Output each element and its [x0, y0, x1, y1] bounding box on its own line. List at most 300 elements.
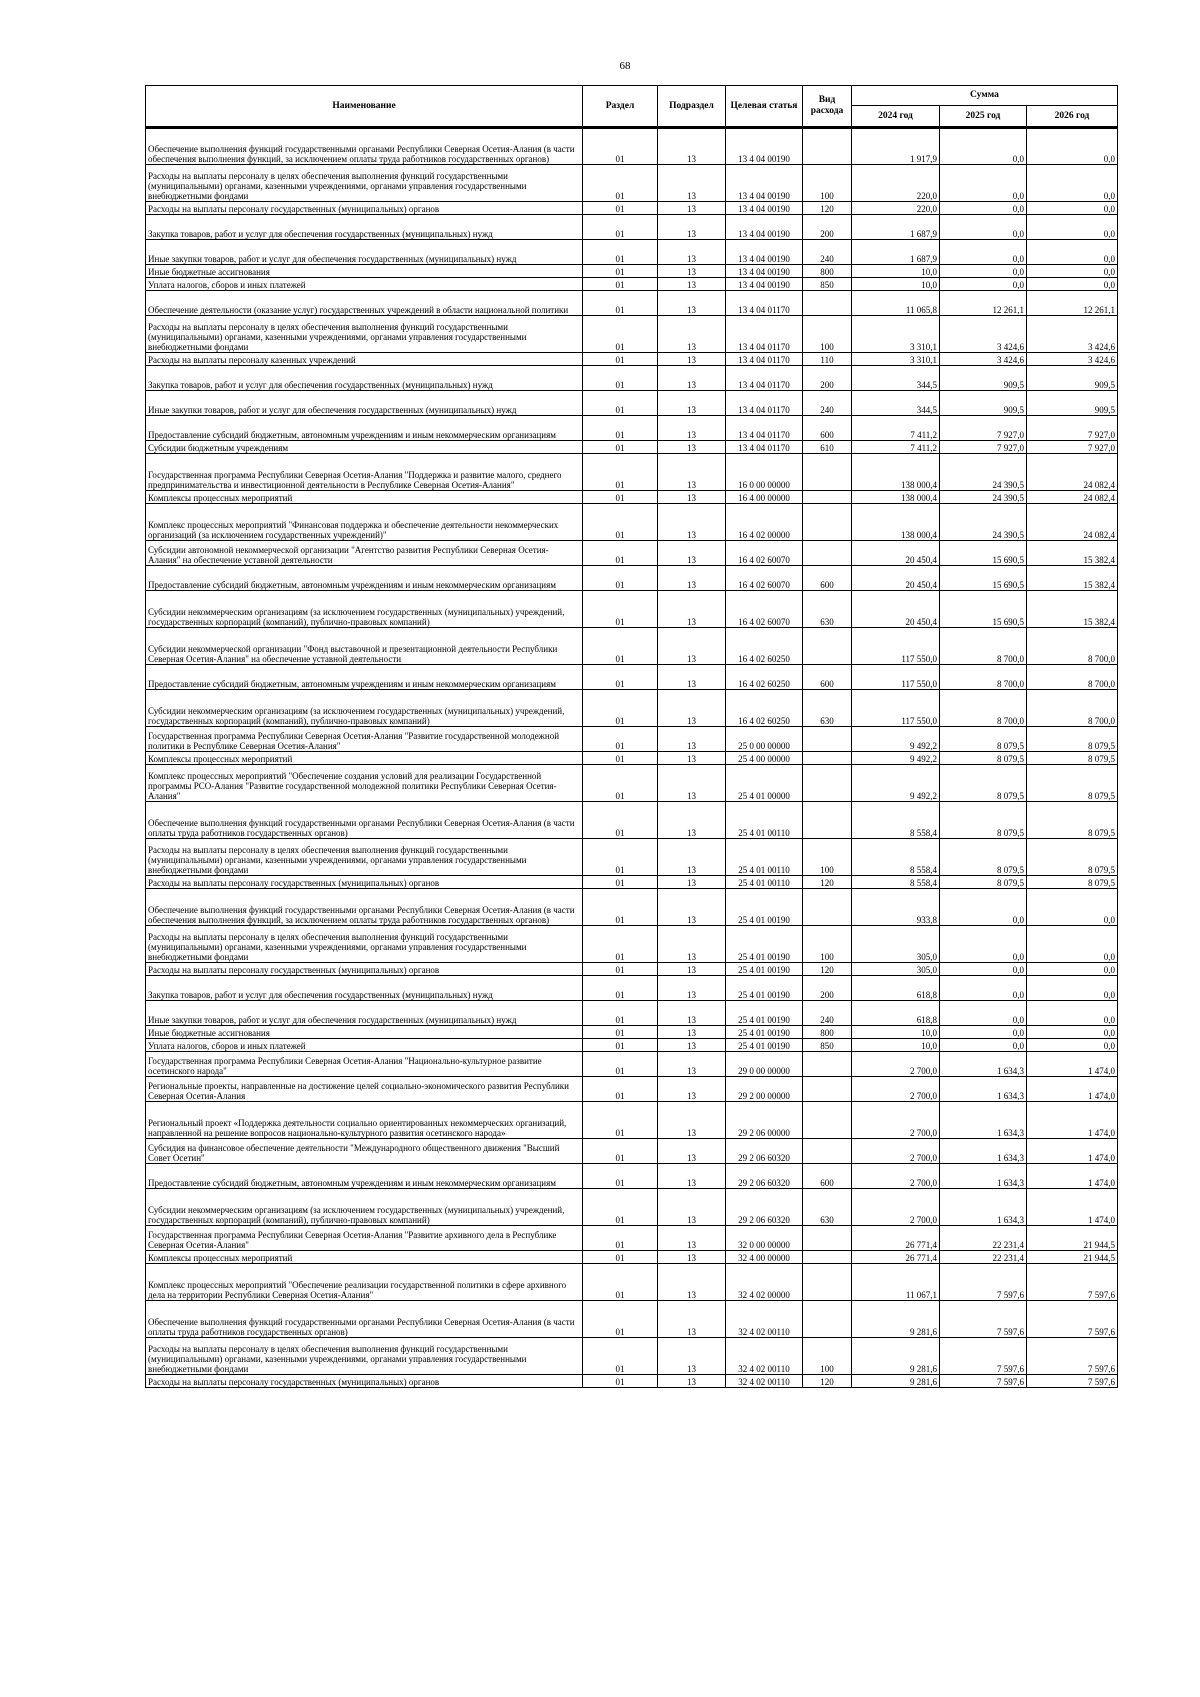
row-sum-2024: 20 450,4 — [852, 591, 940, 628]
row-sum-2025: 8 079,5 — [940, 839, 1027, 876]
row-target-article: 25 4 01 00110 — [726, 802, 803, 839]
table-row — [146, 591, 1118, 628]
row-sum-2025: 3 424,6 — [940, 316, 1027, 353]
row-section: 01 — [583, 1164, 658, 1189]
row-subsection: 13 — [658, 1039, 726, 1052]
row-subsection: 13 — [658, 591, 726, 628]
row-expense-type: 610 — [803, 441, 852, 454]
row-sum-2024: 11 065,8 — [852, 291, 940, 316]
row-sum-2024: 10,0 — [852, 1026, 940, 1039]
row-sum-2026: 1 474,0 — [1027, 1077, 1118, 1102]
row-target-article: 16 4 00 00000 — [726, 491, 803, 504]
table-row — [146, 1226, 1118, 1251]
row-sum-2026: 1 474,0 — [1027, 1189, 1118, 1226]
row-sum-2025: 1 634,3 — [940, 1102, 1027, 1139]
row-sum-2024: 933,8 — [852, 889, 940, 926]
row-section: 01 — [583, 963, 658, 976]
row-target-article: 16 4 02 60250 — [726, 628, 803, 665]
row-sum-2024: 10,0 — [852, 278, 940, 291]
row-subsection: 13 — [658, 441, 726, 454]
row-sum-2026: 24 082,4 — [1027, 491, 1118, 504]
row-section: 01 — [583, 366, 658, 391]
row-subsection: 13 — [658, 1189, 726, 1226]
row-name: Расходы на выплаты персоналу государственных (муниципальных) органов — [146, 876, 583, 889]
row-name: Закупка товаров, работ и услуг для обеспечения государственных (муниципальных) нужд — [146, 215, 583, 240]
row-subsection: 13 — [658, 391, 726, 416]
row-section: 01 — [583, 1251, 658, 1264]
row-name: Субсидии автономной некоммерческой организации "Агентство развития Республики Северная Осетия-Алания" на обеспечение уставной деятельности — [146, 541, 583, 566]
row-sum-2026: 12 261,1 — [1027, 291, 1118, 316]
row-subsection: 13 — [658, 690, 726, 727]
row-sum-2024: 9 281,6 — [852, 1301, 940, 1338]
row-sum-2024: 2 700,0 — [852, 1077, 940, 1102]
row-sum-2025: 0,0 — [940, 1001, 1027, 1026]
row-sum-2025: 0,0 — [940, 215, 1027, 240]
row-section: 01 — [583, 976, 658, 1001]
row-sum-2026: 8 079,5 — [1027, 876, 1118, 889]
row-expense-type: 630 — [803, 690, 852, 727]
row-target-article: 29 0 00 00000 — [726, 1052, 803, 1077]
row-target-article: 29 2 06 60320 — [726, 1139, 803, 1164]
row-name: Расходы на выплаты персоналу в целях обеспечения выполнения функций государственными (муниципальными) органами, казенными учреждениями, органами управления государственными внебюджетными фондами — [146, 1338, 583, 1375]
row-section: 01 — [583, 441, 658, 454]
row-sum-2024: 8 558,4 — [852, 876, 940, 889]
row-sum-2026: 909,5 — [1027, 366, 1118, 391]
row-name: Государственная программа Республики Северная Осетия-Алания "Поддержка и развитие малого, среднего предпринимательства и инвестиционной деятельности в Республике Северная Осетия-Алания" — [146, 454, 583, 491]
row-subsection: 13 — [658, 291, 726, 316]
row-name: Государственная программа Республики Северная Осетия-Алания "Национально-культурное развитие осетинского народа" — [146, 1052, 583, 1077]
row-name: Субсидия на финансовое обеспечение деятельности "Международного общественного движения "Высший Совет Осетин" — [146, 1139, 583, 1164]
row-name: Обеспечение выполнения функций государственными органами Республики Северная Осетия-Алания (в части обеспечения выполнения функций, за исключением оплаты труда работников государственных органов) — [146, 128, 583, 165]
row-sum-2024: 26 771,4 — [852, 1226, 940, 1251]
row-sum-2026: 3 424,6 — [1027, 353, 1118, 366]
table-row — [146, 1189, 1118, 1226]
row-name: Субсидии некоммерческим организациям (за исключением государственных (муниципальных) учреждений, государственных корпораций (компаний), публично-правовых компаний) — [146, 1189, 583, 1226]
row-subsection: 13 — [658, 215, 726, 240]
row-expense-type: 120 — [803, 963, 852, 976]
row-section: 01 — [583, 566, 658, 591]
row-name: Расходы на выплаты персоналу в целях обеспечения выполнения функций государственными (муниципальными) органами, казенными учреждениями, органами управления государственными внебюджетными фондами — [146, 839, 583, 876]
row-section: 01 — [583, 215, 658, 240]
row-name: Обеспечение выполнения функций государственными органами Республики Северная Осетия-Алания (в части оплаты труда работников государственных органов) — [146, 1301, 583, 1338]
row-subsection: 13 — [658, 454, 726, 491]
row-subsection: 13 — [658, 926, 726, 963]
row-section: 01 — [583, 1039, 658, 1052]
row-name: Государственная программа Республики Северная Осетия-Алания "Развитие архивного дела в Республике Северная Осетия-Алания" — [146, 1226, 583, 1251]
row-sum-2024: 10,0 — [852, 1039, 940, 1052]
row-sum-2026: 24 082,4 — [1027, 504, 1118, 541]
row-sum-2026: 8 079,5 — [1027, 727, 1118, 752]
table-row — [146, 265, 1118, 278]
row-sum-2026: 7 597,6 — [1027, 1338, 1118, 1375]
row-subsection: 13 — [658, 128, 726, 165]
row-expense-type — [803, 541, 852, 566]
row-name: Предоставление субсидий бюджетным, автономным учреждениям и иным некоммерческим организациям — [146, 416, 583, 441]
table-row — [146, 889, 1118, 926]
row-subsection: 13 — [658, 353, 726, 366]
table-row — [146, 1052, 1118, 1077]
row-sum-2026: 8 079,5 — [1027, 839, 1118, 876]
row-sum-2025: 0,0 — [940, 278, 1027, 291]
row-sum-2024: 2 700,0 — [852, 1139, 940, 1164]
row-subsection: 13 — [658, 963, 726, 976]
row-expense-type: 240 — [803, 1001, 852, 1026]
row-expense-type: 600 — [803, 665, 852, 690]
row-target-article: 25 4 01 00110 — [726, 839, 803, 876]
row-expense-type: 850 — [803, 1039, 852, 1052]
row-sum-2025: 7 597,6 — [940, 1338, 1027, 1375]
row-sum-2025: 0,0 — [940, 128, 1027, 165]
row-name: Комплекс процессных мероприятий "Финансовая поддержка и обеспечение деятельности некоммерческих организаций (за исключением государственных учреждений)" — [146, 504, 583, 541]
row-sum-2025: 0,0 — [940, 240, 1027, 265]
row-expense-type: 100 — [803, 165, 852, 202]
table-row — [146, 1251, 1118, 1264]
row-name: Предоставление субсидий бюджетным, автономным учреждениям и иным некоммерческим организациям — [146, 1164, 583, 1189]
row-sum-2024: 618,8 — [852, 1001, 940, 1026]
row-sum-2026: 0,0 — [1027, 215, 1118, 240]
row-sum-2025: 0,0 — [940, 1026, 1027, 1039]
row-name: Расходы на выплаты персоналу в целях обеспечения выполнения функций государственными (муниципальными) органами, казенными учреждениями, органами управления государственными внебюджетными фондами — [146, 165, 583, 202]
table-row — [146, 391, 1118, 416]
table-row — [146, 1164, 1118, 1189]
row-subsection: 13 — [658, 491, 726, 504]
row-sum-2025: 24 390,5 — [940, 491, 1027, 504]
row-expense-type: 100 — [803, 316, 852, 353]
row-sum-2025: 22 231,4 — [940, 1251, 1027, 1264]
row-sum-2024: 220,0 — [852, 165, 940, 202]
table-row — [146, 353, 1118, 366]
row-target-article: 32 0 00 00000 — [726, 1226, 803, 1251]
row-name: Обеспечение деятельности (оказание услуг) государственных учреждений в области национальной политики — [146, 291, 583, 316]
row-expense-type — [803, 1077, 852, 1102]
table-row — [146, 1001, 1118, 1026]
row-sum-2024: 344,5 — [852, 366, 940, 391]
row-sum-2025: 0,0 — [940, 926, 1027, 963]
row-expense-type — [803, 1102, 852, 1139]
row-subsection: 13 — [658, 1164, 726, 1189]
row-sum-2026: 0,0 — [1027, 202, 1118, 215]
row-sum-2024: 344,5 — [852, 391, 940, 416]
row-sum-2024: 305,0 — [852, 963, 940, 976]
row-sum-2024: 7 411,2 — [852, 416, 940, 441]
row-target-article: 16 4 02 60250 — [726, 690, 803, 727]
row-sum-2024: 9 492,2 — [852, 765, 940, 802]
row-expense-type: 240 — [803, 240, 852, 265]
page-number: 68 — [619, 60, 631, 72]
table-row — [146, 1301, 1118, 1338]
row-target-article: 13 4 04 01170 — [726, 353, 803, 366]
row-subsection: 13 — [658, 976, 726, 1001]
row-target-article: 13 4 04 00190 — [726, 215, 803, 240]
row-subsection: 13 — [658, 752, 726, 765]
row-subsection: 13 — [658, 240, 726, 265]
row-sum-2026: 3 424,6 — [1027, 316, 1118, 353]
row-expense-type — [803, 628, 852, 665]
row-section: 01 — [583, 1226, 658, 1251]
row-name: Предоставление субсидий бюджетным, автономным учреждениям и иным некоммерческим организациям — [146, 665, 583, 690]
row-sum-2025: 8 079,5 — [940, 727, 1027, 752]
row-sum-2025: 15 690,5 — [940, 591, 1027, 628]
row-sum-2025: 0,0 — [940, 202, 1027, 215]
row-sum-2026: 0,0 — [1027, 240, 1118, 265]
row-name: Уплата налогов, сборов и иных платежей — [146, 278, 583, 291]
row-section: 01 — [583, 591, 658, 628]
row-target-article: 32 4 00 00000 — [726, 1251, 803, 1264]
row-section: 01 — [583, 665, 658, 690]
table-row — [146, 541, 1118, 566]
table-header — [146, 86, 1118, 128]
row-name: Предоставление субсидий бюджетным, автономным учреждениям и иным некоммерческим организациям — [146, 566, 583, 591]
row-sum-2024: 1 917,9 — [852, 128, 940, 165]
row-subsection: 13 — [658, 1052, 726, 1077]
row-expense-type: 240 — [803, 391, 852, 416]
row-target-article: 13 4 04 01170 — [726, 316, 803, 353]
row-sum-2024: 3 310,1 — [852, 316, 940, 353]
row-subsection: 13 — [658, 316, 726, 353]
row-expense-type: 600 — [803, 566, 852, 591]
row-section: 01 — [583, 291, 658, 316]
row-sum-2024: 1 687,9 — [852, 240, 940, 265]
row-target-article: 13 4 04 01170 — [726, 391, 803, 416]
row-sum-2025: 1 634,3 — [940, 1139, 1027, 1164]
row-expense-type: 200 — [803, 976, 852, 1001]
row-section: 01 — [583, 1052, 658, 1077]
table-row — [146, 128, 1118, 165]
row-sum-2025: 12 261,1 — [940, 291, 1027, 316]
row-section: 01 — [583, 926, 658, 963]
row-target-article: 13 4 04 01170 — [726, 366, 803, 391]
row-expense-type: 100 — [803, 926, 852, 963]
row-sum-2025: 7 597,6 — [940, 1375, 1027, 1388]
row-sum-2026: 0,0 — [1027, 128, 1118, 165]
row-target-article: 29 2 06 60320 — [726, 1189, 803, 1226]
row-name: Уплата налогов, сборов и иных платежей — [146, 1039, 583, 1052]
table-row — [146, 752, 1118, 765]
row-name: Иные бюджетные ассигнования — [146, 265, 583, 278]
row-sum-2024: 7 411,2 — [852, 441, 940, 454]
row-name: Комплекс процессных мероприятий "Обеспечение создания условий для реализации Государственной программы РСО-Алания "Развитие государственной молодежной политики Республики Северная Осетия-Алания" — [146, 765, 583, 802]
row-subsection: 13 — [658, 566, 726, 591]
table-row — [146, 1338, 1118, 1375]
table-row — [146, 441, 1118, 454]
row-sum-2026: 1 474,0 — [1027, 1102, 1118, 1139]
row-target-article: 25 4 01 00190 — [726, 1001, 803, 1026]
row-sum-2024: 11 067,1 — [852, 1264, 940, 1301]
row-section: 01 — [583, 165, 658, 202]
row-expense-type — [803, 802, 852, 839]
row-sum-2025: 0,0 — [940, 1039, 1027, 1052]
table-row — [146, 665, 1118, 690]
row-sum-2024: 618,8 — [852, 976, 940, 1001]
table-row — [146, 416, 1118, 441]
budget-table — [145, 85, 1118, 1388]
row-target-article: 25 4 01 00190 — [726, 963, 803, 976]
row-sum-2025: 8 079,5 — [940, 765, 1027, 802]
row-sum-2024: 2 700,0 — [852, 1052, 940, 1077]
row-section: 01 — [583, 454, 658, 491]
row-subsection: 13 — [658, 1139, 726, 1164]
row-target-article: 13 4 04 00190 — [726, 278, 803, 291]
header-year-2025: 2025 год — [940, 106, 1027, 128]
row-sum-2024: 9 492,2 — [852, 752, 940, 765]
row-sum-2026: 7 927,0 — [1027, 441, 1118, 454]
header-expense-type: Вид расхода — [803, 86, 852, 128]
row-target-article: 25 4 01 00190 — [726, 1039, 803, 1052]
row-sum-2025: 1 634,3 — [940, 1164, 1027, 1189]
row-sum-2025: 8 700,0 — [940, 665, 1027, 690]
row-sum-2026: 8 700,0 — [1027, 690, 1118, 727]
row-sum-2025: 909,5 — [940, 391, 1027, 416]
row-target-article: 32 4 02 00000 — [726, 1264, 803, 1301]
row-subsection: 13 — [658, 1226, 726, 1251]
row-expense-type — [803, 727, 852, 752]
row-subsection: 13 — [658, 1264, 726, 1301]
row-sum-2024: 26 771,4 — [852, 1251, 940, 1264]
table-row — [146, 839, 1118, 876]
row-expense-type: 200 — [803, 366, 852, 391]
row-target-article: 13 4 04 00190 — [726, 165, 803, 202]
table-row — [146, 1264, 1118, 1301]
row-sum-2026: 24 082,4 — [1027, 454, 1118, 491]
row-section: 01 — [583, 128, 658, 165]
row-expense-type: 110 — [803, 353, 852, 366]
header-section: Раздел — [583, 86, 658, 128]
row-sum-2025: 7 597,6 — [940, 1264, 1027, 1301]
row-section: 01 — [583, 316, 658, 353]
row-expense-type — [803, 128, 852, 165]
table-row — [146, 926, 1118, 963]
row-target-article: 32 4 02 00110 — [726, 1375, 803, 1388]
row-name: Иные закупки товаров, работ и услуг для обеспечения государственных (муниципальных) нужд — [146, 391, 583, 416]
row-expense-type — [803, 1052, 852, 1077]
row-sum-2024: 9 281,6 — [852, 1338, 940, 1375]
row-sum-2026: 0,0 — [1027, 976, 1118, 1001]
row-target-article: 29 2 06 00000 — [726, 1102, 803, 1139]
row-sum-2024: 117 550,0 — [852, 628, 940, 665]
row-sum-2025: 7 927,0 — [940, 441, 1027, 454]
row-sum-2024: 117 550,0 — [852, 665, 940, 690]
row-section: 01 — [583, 1264, 658, 1301]
row-sum-2025: 7 927,0 — [940, 416, 1027, 441]
row-sum-2025: 24 390,5 — [940, 504, 1027, 541]
row-sum-2026: 1 474,0 — [1027, 1052, 1118, 1077]
row-name: Расходы на выплаты персоналу государственных (муниципальных) органов — [146, 1375, 583, 1388]
table-body — [146, 128, 1118, 1388]
row-expense-type — [803, 491, 852, 504]
row-sum-2024: 8 558,4 — [852, 802, 940, 839]
row-name: Обеспечение выполнения функций государственными органами Республики Северная Осетия-Алания (в части обеспечения выполнения функций, за исключением оплаты труда работников государственных органов) — [146, 889, 583, 926]
row-target-article: 25 4 01 00190 — [726, 889, 803, 926]
row-sum-2024: 138 000,4 — [852, 504, 940, 541]
row-target-article: 29 2 00 00000 — [726, 1077, 803, 1102]
row-target-article: 16 4 02 00000 — [726, 504, 803, 541]
header-name: Наименование — [146, 86, 583, 128]
row-subsection: 13 — [658, 839, 726, 876]
row-sum-2026: 7 597,6 — [1027, 1375, 1118, 1388]
row-expense-type: 120 — [803, 876, 852, 889]
row-name: Государственная программа Республики Северная Осетия-Алания "Развитие государственной молодежной политики в Республике Северная Осетия-Алания" — [146, 727, 583, 752]
header-subsection: Подраздел — [658, 86, 726, 128]
row-section: 01 — [583, 541, 658, 566]
row-name: Обеспечение выполнения функций государственными органами Республики Северная Осетия-Алания (в части оплаты труда работников государственных органов) — [146, 802, 583, 839]
row-section: 01 — [583, 1026, 658, 1039]
row-sum-2026: 0,0 — [1027, 1039, 1118, 1052]
row-name: Комплексы процессных мероприятий — [146, 752, 583, 765]
row-subsection: 13 — [658, 802, 726, 839]
row-name: Субсидии некоммерческой организации "Фонд выставочной и презентационной деятельности Республики Северная Осетия-Алания" на обеспечение уставной деятельности — [146, 628, 583, 665]
row-sum-2024: 220,0 — [852, 202, 940, 215]
row-name: Закупка товаров, работ и услуг для обеспечения государственных (муниципальных) нужд — [146, 366, 583, 391]
row-name: Комплексы процессных мероприятий — [146, 1251, 583, 1264]
row-section: 01 — [583, 727, 658, 752]
row-sum-2025: 1 634,3 — [940, 1189, 1027, 1226]
row-sum-2024: 10,0 — [852, 265, 940, 278]
row-subsection: 13 — [658, 265, 726, 278]
row-subsection: 13 — [658, 889, 726, 926]
row-target-article: 16 4 02 60070 — [726, 591, 803, 628]
row-name: Субсидии некоммерческим организациям (за исключением государственных (муниципальных) учреждений, государственных корпораций (компаний), публично-правовых компаний) — [146, 591, 583, 628]
row-subsection: 13 — [658, 876, 726, 889]
row-name: Закупка товаров, работ и услуг для обеспечения государственных (муниципальных) нужд — [146, 976, 583, 1001]
row-section: 01 — [583, 391, 658, 416]
row-section: 01 — [583, 802, 658, 839]
row-sum-2024: 20 450,4 — [852, 541, 940, 566]
row-expense-type — [803, 1301, 852, 1338]
row-sum-2026: 8 700,0 — [1027, 628, 1118, 665]
row-sum-2026: 1 474,0 — [1027, 1139, 1118, 1164]
header-target-article: Целевая статья — [726, 86, 803, 128]
row-expense-type — [803, 1251, 852, 1264]
row-subsection: 13 — [658, 727, 726, 752]
row-sum-2026: 7 597,6 — [1027, 1301, 1118, 1338]
row-expense-type: 100 — [803, 839, 852, 876]
row-target-article: 16 4 02 60250 — [726, 665, 803, 690]
row-expense-type: 600 — [803, 416, 852, 441]
row-section: 01 — [583, 690, 658, 727]
row-subsection: 13 — [658, 278, 726, 291]
row-sum-2024: 20 450,4 — [852, 566, 940, 591]
row-name: Региональный проект «Поддержка деятельности социально ориентированных некоммерческих организаций, направленной на решение вопросов национально-культурного развития осетинского народа» — [146, 1102, 583, 1139]
row-section: 01 — [583, 752, 658, 765]
row-target-article: 13 4 04 01170 — [726, 441, 803, 454]
row-sum-2024: 2 700,0 — [852, 1102, 940, 1139]
table-row — [146, 316, 1118, 353]
row-sum-2025: 0,0 — [940, 976, 1027, 1001]
row-expense-type: 120 — [803, 202, 852, 215]
row-expense-type — [803, 504, 852, 541]
row-section: 01 — [583, 278, 658, 291]
row-target-article: 16 4 02 60070 — [726, 566, 803, 591]
row-section: 01 — [583, 1102, 658, 1139]
table-row — [146, 165, 1118, 202]
table-row — [146, 1026, 1118, 1039]
row-expense-type — [803, 1226, 852, 1251]
table-row — [146, 628, 1118, 665]
row-expense-type — [803, 889, 852, 926]
row-section: 01 — [583, 628, 658, 665]
header-sum: Сумма — [852, 86, 1118, 106]
row-name: Иные закупки товаров, работ и услуг для обеспечения государственных (муниципальных) нужд — [146, 240, 583, 265]
row-target-article: 32 4 02 00110 — [726, 1338, 803, 1375]
row-section: 01 — [583, 1338, 658, 1375]
row-target-article: 25 4 01 00190 — [726, 976, 803, 1001]
table-row — [146, 976, 1118, 1001]
row-target-article: 25 4 00 00000 — [726, 752, 803, 765]
table-row — [146, 215, 1118, 240]
row-sum-2024: 9 281,6 — [852, 1375, 940, 1388]
row-sum-2026: 21 944,5 — [1027, 1226, 1118, 1251]
row-sum-2026: 7 597,6 — [1027, 1264, 1118, 1301]
